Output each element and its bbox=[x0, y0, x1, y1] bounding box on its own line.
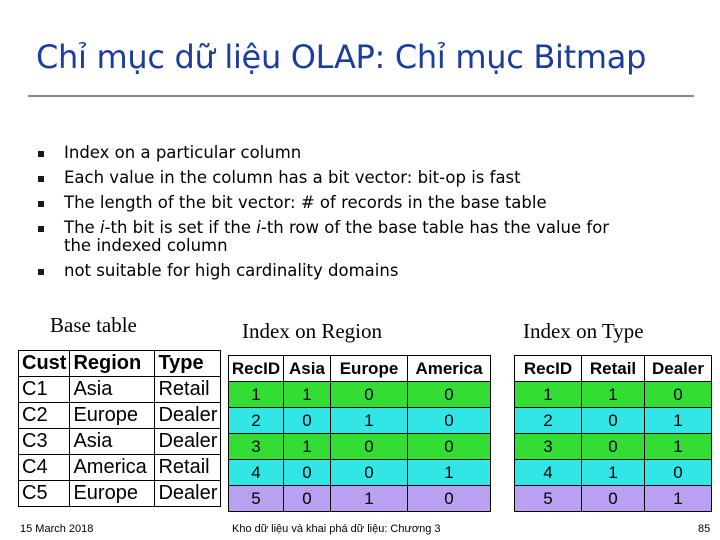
type-index-table bbox=[514, 355, 712, 512]
table-cell: C1 bbox=[19, 377, 70, 403]
table-row bbox=[515, 408, 712, 434]
table-cell: 0 bbox=[582, 486, 645, 512]
table-cell: 0 bbox=[284, 460, 331, 486]
table-cell: 1 bbox=[645, 486, 712, 512]
bullet-item: The i-th bit is set if the i-th row of the base table has the value for the indexed column bbox=[38, 217, 684, 254]
table-cell: 0 bbox=[408, 382, 491, 408]
table-cell: 2 bbox=[229, 408, 284, 434]
table-cell: 0 bbox=[645, 460, 712, 486]
column-header: America bbox=[408, 356, 491, 382]
table-cell: C2 bbox=[19, 403, 70, 429]
base-table bbox=[18, 350, 221, 507]
table-header-row bbox=[515, 356, 712, 382]
table-cell: Dealer bbox=[155, 403, 221, 429]
base-table-caption: Base table bbox=[50, 313, 137, 337]
table-cell: 1 bbox=[284, 434, 331, 460]
table-row bbox=[19, 481, 221, 507]
table-cell: 0 bbox=[284, 408, 331, 434]
table-row bbox=[19, 429, 221, 455]
table-cell: 0 bbox=[331, 382, 408, 408]
table-header-row bbox=[229, 356, 491, 382]
table-cell: 1 bbox=[645, 434, 712, 460]
footer-date: 15 March 2018 bbox=[20, 523, 94, 535]
column-header: Cust bbox=[19, 351, 70, 377]
table-cell: 1 bbox=[582, 460, 645, 486]
table-cell: 1 bbox=[284, 382, 331, 408]
table-row bbox=[229, 486, 491, 512]
table-cell: Retail bbox=[155, 377, 221, 403]
table-cell: 4 bbox=[229, 460, 284, 486]
table-row bbox=[19, 377, 221, 403]
table-cell: 0 bbox=[408, 486, 491, 512]
column-header: Dealer bbox=[645, 356, 712, 382]
column-header: Type bbox=[155, 351, 221, 377]
footer-center: Kho dữ liệu và khai phá dữ liệu: Chương 3 bbox=[232, 523, 441, 535]
column-header: Retail bbox=[582, 356, 645, 382]
table-cell: 0 bbox=[408, 408, 491, 434]
region-index-caption: Index on Region bbox=[242, 319, 382, 343]
square-bullet-icon bbox=[38, 226, 44, 232]
column-header: Region bbox=[70, 351, 155, 377]
table-cell: 1 bbox=[408, 460, 491, 486]
table-cell: 1 bbox=[229, 382, 284, 408]
table-cell: Asia bbox=[70, 377, 155, 403]
table-row bbox=[515, 486, 712, 512]
table-cell: 4 bbox=[515, 460, 582, 486]
table-cell: Retail bbox=[155, 455, 221, 481]
bullet-item: Index on a particular column bbox=[38, 142, 684, 163]
column-header: RecID bbox=[515, 356, 582, 382]
bullet-item: The length of the bit vector: # of records in the base table bbox=[38, 192, 684, 213]
table-row bbox=[229, 408, 491, 434]
table-header-row bbox=[19, 351, 221, 377]
bullet-list bbox=[38, 142, 684, 285]
table-cell: 0 bbox=[582, 408, 645, 434]
table-cell: C5 bbox=[19, 481, 70, 507]
column-header: Asia bbox=[284, 356, 331, 382]
table-row bbox=[515, 460, 712, 486]
table-cell: 2 bbox=[515, 408, 582, 434]
table-cell: 0 bbox=[331, 434, 408, 460]
table-row bbox=[19, 403, 221, 429]
bullet-item: Each value in the column has a bit vector: bit-op is fast bbox=[38, 167, 684, 188]
table-row bbox=[229, 434, 491, 460]
table-cell: America bbox=[70, 455, 155, 481]
table-cell: 5 bbox=[515, 486, 582, 512]
table-cell: C4 bbox=[19, 455, 70, 481]
footer-page-number: 85 bbox=[698, 523, 711, 535]
type-index-caption: Index on Type bbox=[523, 319, 644, 343]
region-index-table bbox=[228, 355, 491, 512]
table-cell: 0 bbox=[331, 460, 408, 486]
column-header: Europe bbox=[331, 356, 408, 382]
square-bullet-icon bbox=[38, 151, 44, 157]
square-bullet-icon bbox=[38, 269, 44, 275]
table-cell: Europe bbox=[70, 403, 155, 429]
table-cell: 5 bbox=[229, 486, 284, 512]
table-cell: 3 bbox=[229, 434, 284, 460]
table-row bbox=[19, 455, 221, 481]
table-cell: 0 bbox=[582, 434, 645, 460]
table-cell: 1 bbox=[515, 382, 582, 408]
table-row bbox=[515, 382, 712, 408]
table-row bbox=[229, 460, 491, 486]
column-header: RecID bbox=[229, 356, 284, 382]
square-bullet-icon bbox=[38, 176, 44, 182]
table-cell: 3 bbox=[515, 434, 582, 460]
table-cell: Asia bbox=[70, 429, 155, 455]
table-cell: 1 bbox=[331, 408, 408, 434]
table-cell: Europe bbox=[70, 481, 155, 507]
table-row bbox=[229, 382, 491, 408]
table-cell: 0 bbox=[408, 434, 491, 460]
table-cell: Dealer bbox=[155, 429, 221, 455]
table-row bbox=[515, 434, 712, 460]
slide-title: Chỉ mục dữ liệu OLAP: Chỉ mục Bitmap bbox=[36, 38, 647, 76]
table-cell: 1 bbox=[645, 408, 712, 434]
table-cell: 1 bbox=[331, 486, 408, 512]
table-cell: C3 bbox=[19, 429, 70, 455]
bullet-item: not suitable for high cardinality domains bbox=[38, 260, 684, 281]
table-cell: 0 bbox=[284, 486, 331, 512]
table-cell: Dealer bbox=[155, 481, 221, 507]
title-divider bbox=[28, 95, 694, 97]
table-cell: 0 bbox=[645, 382, 712, 408]
table-cell: 1 bbox=[582, 382, 645, 408]
square-bullet-icon bbox=[38, 201, 44, 207]
